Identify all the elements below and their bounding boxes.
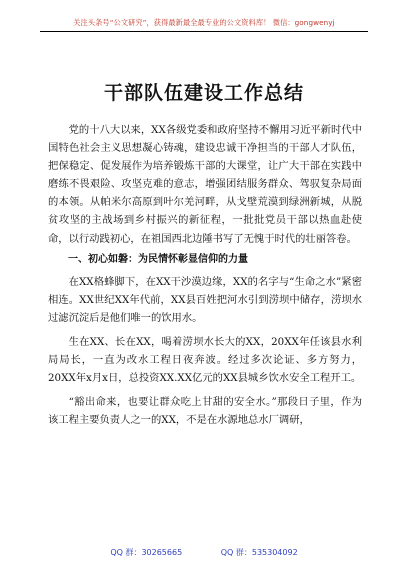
section-heading: 一、初心如磐：为民情怀彰显信仰的力量	[68, 253, 248, 265]
body-paragraph: 在XX格蜂脚下，在XX干沙漠边缘，XX的名字与“生命之水”紧密相连。XX世纪XX年代前，XX县百姓把河水引到涝坝中储存，涝坝水过滤沉淀后是他们唯一的饮用水。	[48, 275, 362, 324]
body-paragraph: “豁出命来，也要让群众吃上甘甜的安全水。”那段日子里，作为该工程主要负责人之一的XX，不是在水源地总水厂调研，	[48, 396, 362, 427]
footer-qq-group-2: QQ 群：535304092	[220, 548, 298, 557]
header-promo-note: 关注头条号“公文研究”，获得最新最全最专业的公文资料库！ 微信：gongwenyj	[73, 18, 335, 27]
document-body	[48, 121, 362, 430]
body-paragraph: 生在XX、长在XX，喝着涝坝水长大的XX，20XX年任该县水利局局长，一直为改水工程日夜奔波。经过多次论证、多方努力，20XX年x月x日，总投资XX.XX亿元的XX县城乡饮水安全工程开工。	[48, 336, 362, 385]
intro-paragraph: 党的十八大以来，XX各级党委和政府坚持不懈用习近平新时代中国特色社会主义思想凝心铸魂，建设忠诚干净担当的干部人才队伍，把保稳定、促发展作为培养锻炼干部的大课堂，让广大干部在实践中磨练不畏艰险、攻坚克难的意志，增强团结服务群众、驾驭复杂局面的本领。从帕米尔高原到叶尔羌河畔，从戈壁荒漠到绿洲新城，从脱贫攻坚的主战场到乡村振兴的新征程，一批批党员干部以热血赴使命，以行动践初心，在祖国西北边陲书写了无愧于时代的壮丽答卷。	[48, 124, 362, 245]
footer-qq-group-1: QQ 群：30265665	[110, 548, 183, 557]
page-header	[40, 18, 368, 32]
document-title: 干部队伍建设工作总结	[103, 82, 304, 104]
page-footer	[0, 547, 408, 558]
